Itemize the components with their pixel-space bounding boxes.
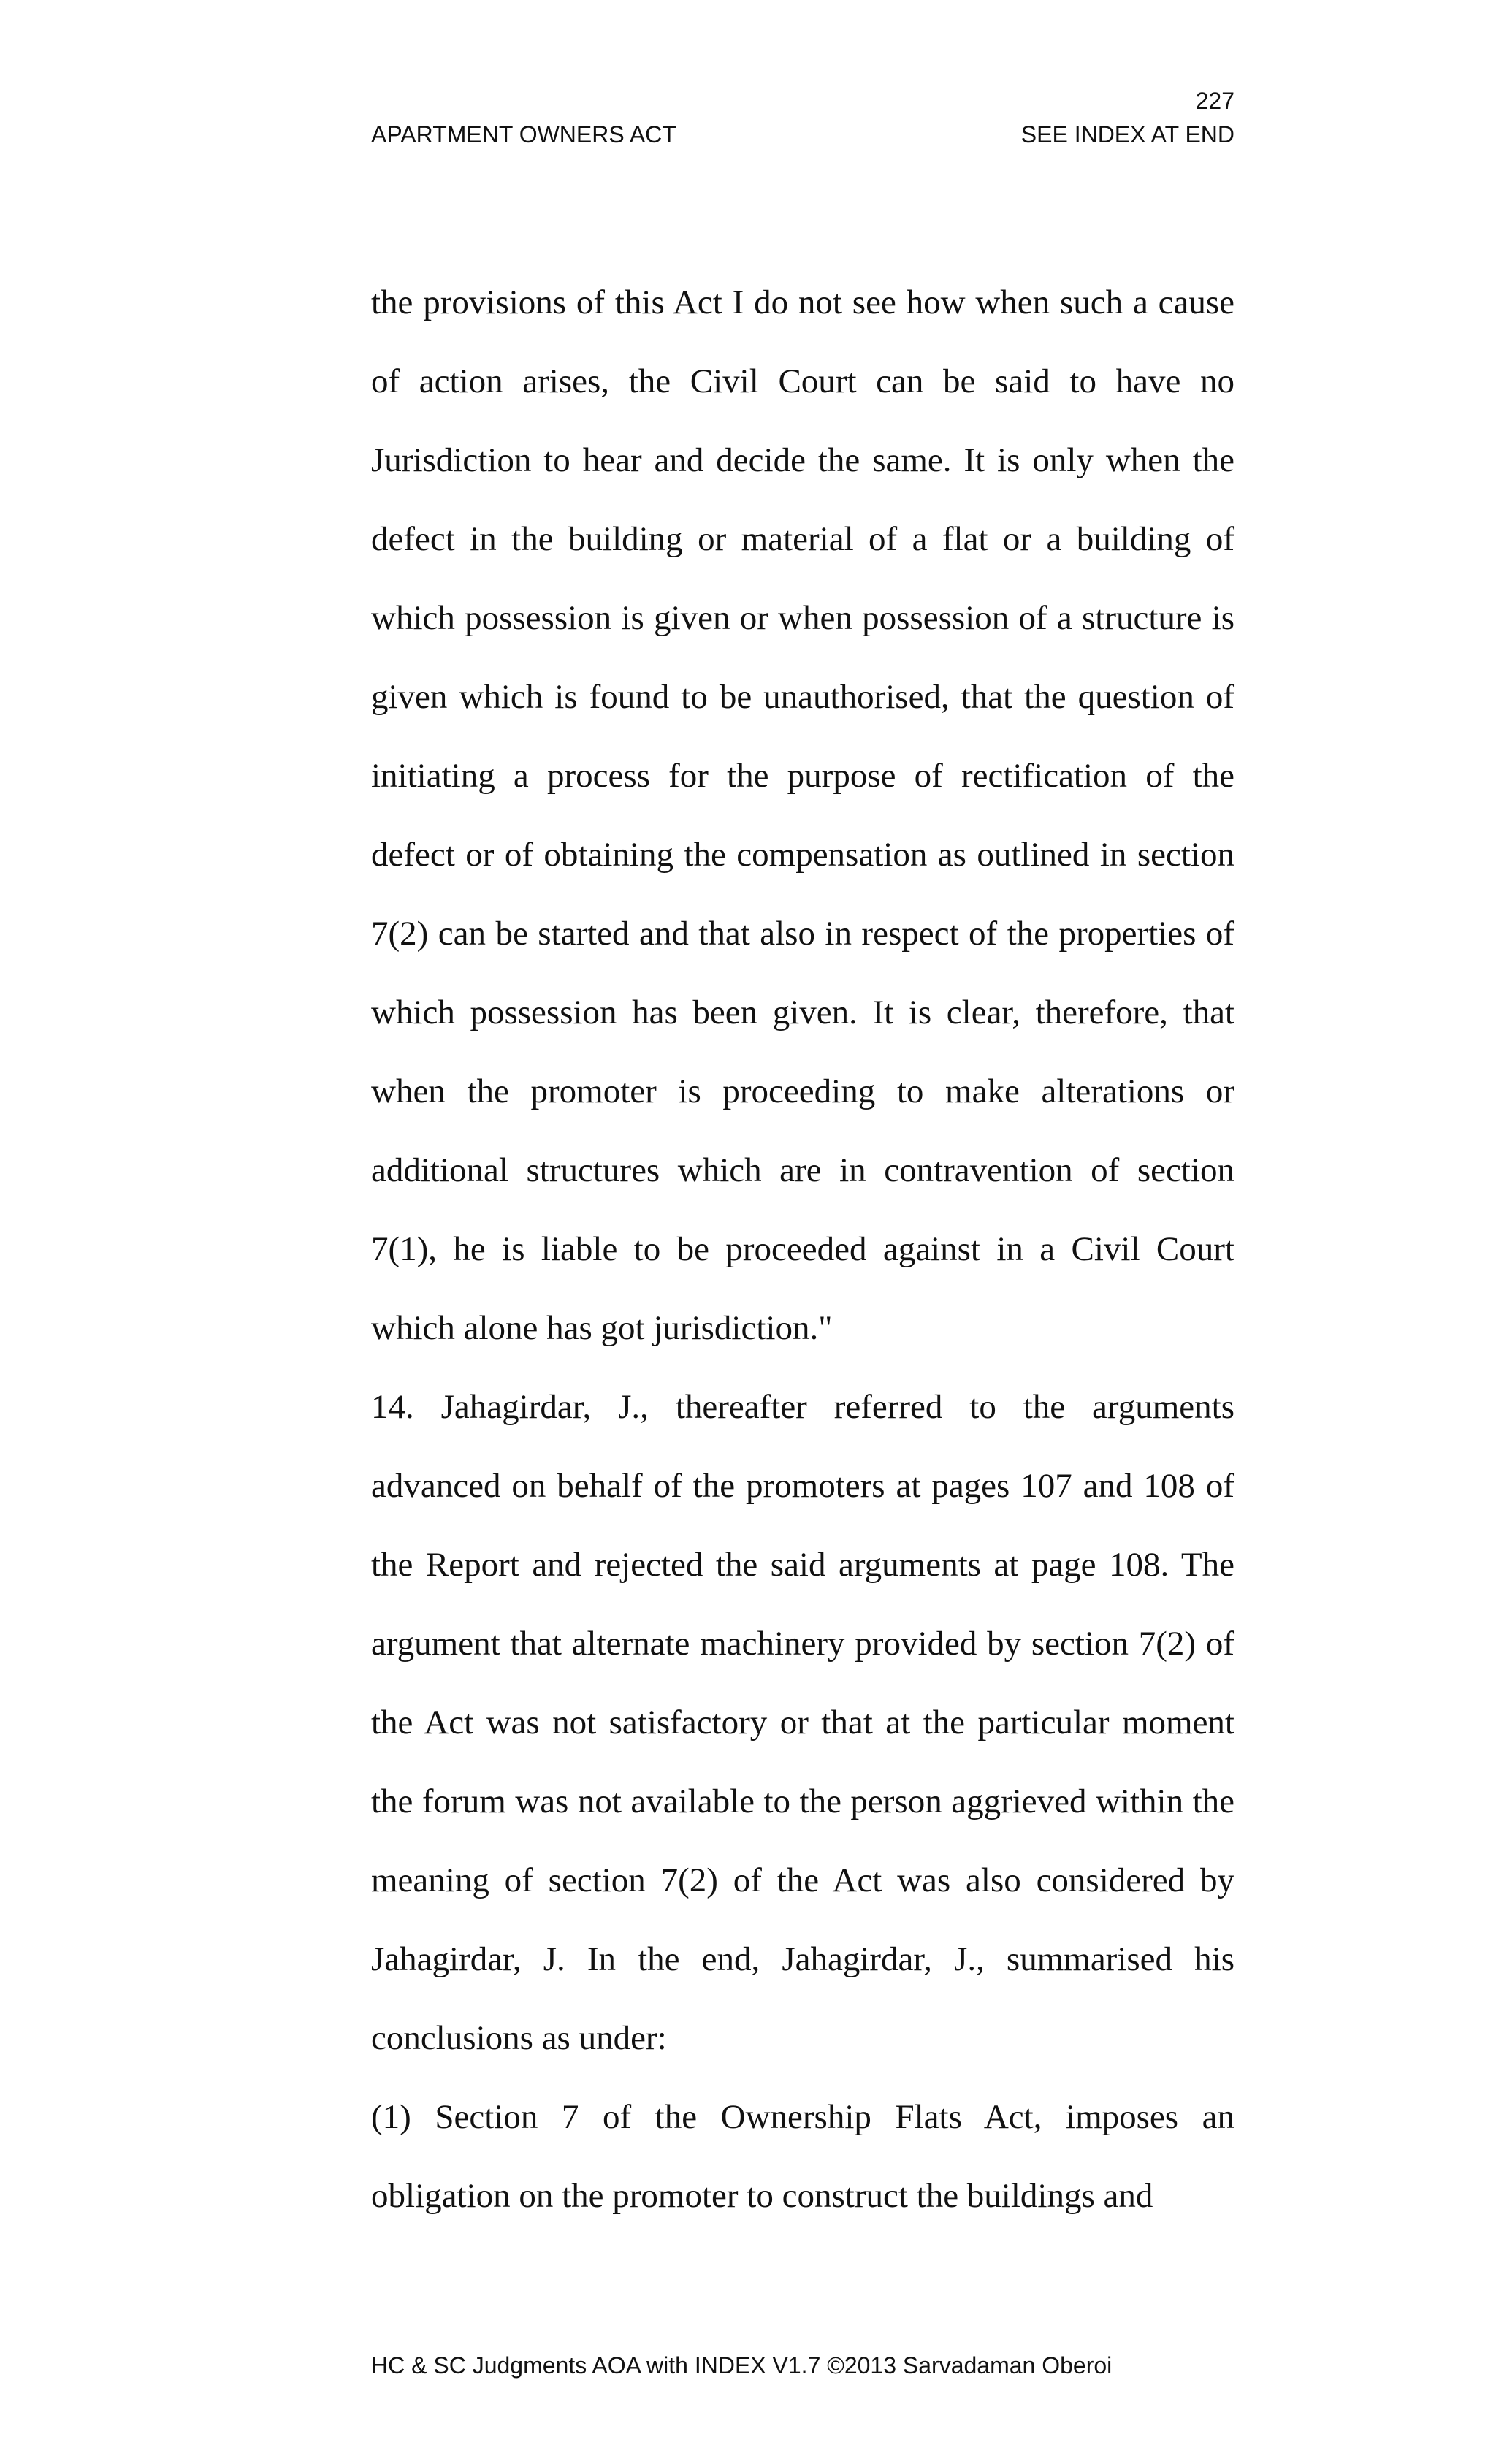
- page-number: 227: [1195, 88, 1234, 114]
- paragraph-conclusion-1: (1) Section 7 of the Ownership Flats Act, imposes an obligation on the promoter to construct the buildings and: [371, 2098, 1234, 2215]
- paragraph-quote-continuation: the provisions of this Act I do not see how when such a cause of action arises, the Civil Court can be said to have no Jurisdiction to hear and decide the same. It is only when the defect in the building or material of a flat or a building of which possession is given or when possession of a structure is given which is found to be unauthorised, that the question of initiating a process for the purpose of rectification of the defect or of obtaining the compensation as outlined in section 7(2) can be started and that also in respect of the properties of which possession has been given. It is clear, therefore, that when the promoter is proceeding to make alterations or additional structures which are in contravention of section 7(1), he is liable to be proceeded against in a Civil Court which alone has got jurisdiction.": [371, 283, 1234, 1347]
- running-header-index-note: SEE INDEX AT END: [1020, 121, 1234, 148]
- running-header-title: APARTMENT OWNERS ACT: [371, 121, 676, 148]
- footer-copyright: HC & SC Judgments AOA with INDEX V1.7 ©2013 Sarvadaman Oberoi: [371, 2352, 1113, 2379]
- paragraph-14: 14. Jahagirdar, J., thereafter referred to the arguments advanced on behalf of the promoters at pages 107 and 108 of the Report and rejected the said arguments at page 108. The argument that alternate machinery provided by section 7(2) of the Act was not satisfactory or that at the particular moment the forum was not available to the person aggrieved within the meaning of section 7(2) of the Act was also considered by Jahagirdar, J. In the end, Jahagirdar, J., summarised his conclusions as under:: [371, 1388, 1234, 2057]
- judgment-body: [371, 263, 1234, 2235]
